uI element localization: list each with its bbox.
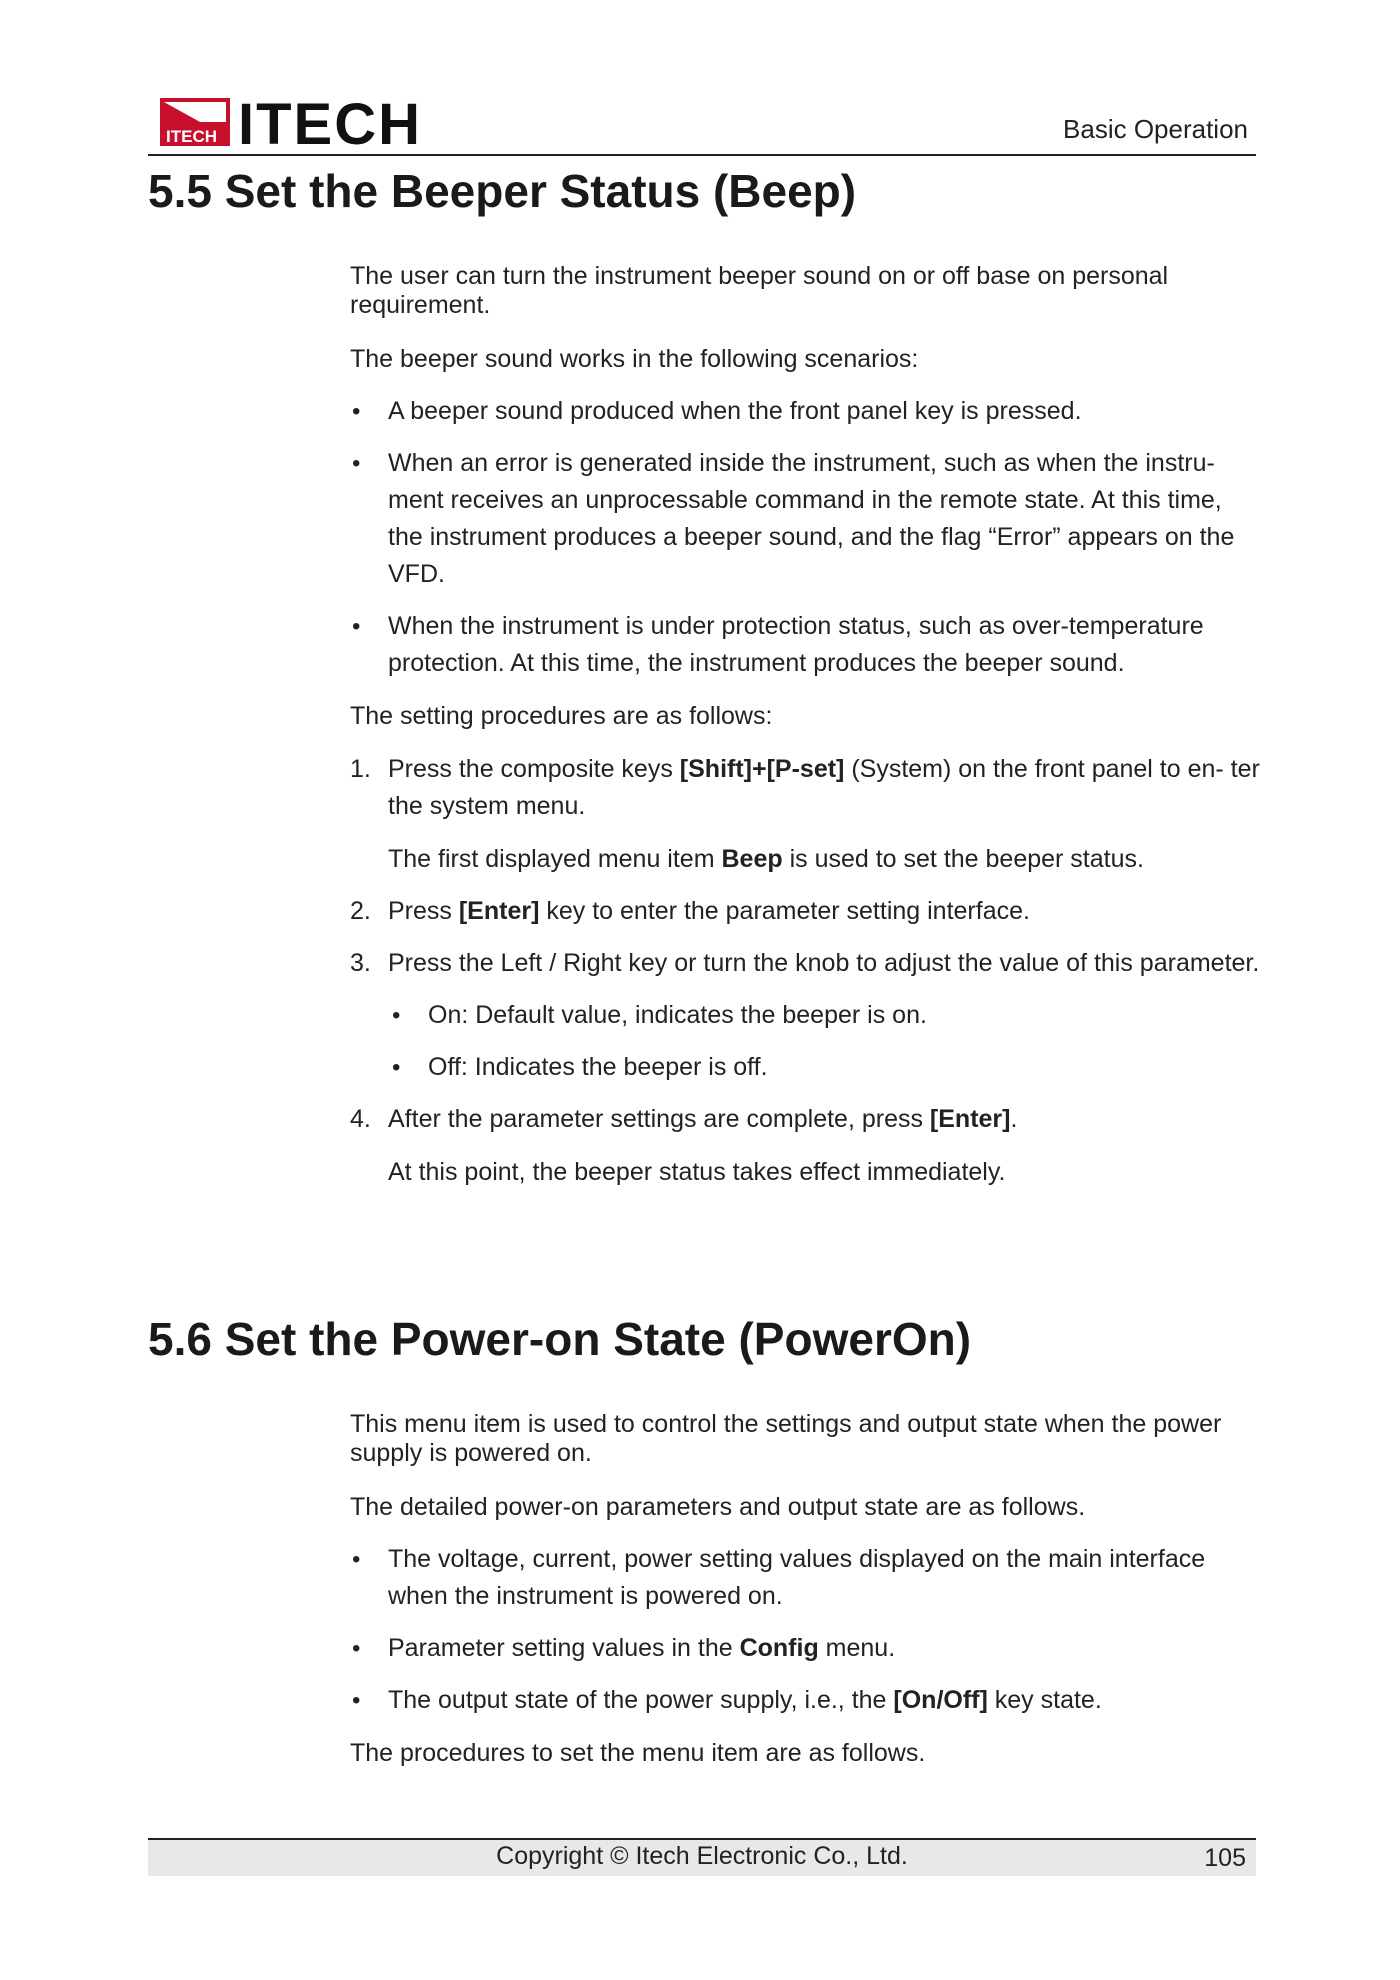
- note-text: is used to set the beeper status.: [782, 845, 1144, 873]
- step-number: 4.: [350, 1105, 371, 1133]
- section-5-6-title: 5.6 Set the Power-on State (PowerOn): [148, 1313, 972, 1365]
- step-text: Press: [388, 897, 459, 925]
- menu-item-name: Beep: [721, 845, 783, 873]
- logo-badge-text: ITECH: [166, 127, 217, 146]
- list-item-text: A beeper sound produced when the front panel key is pressed.: [388, 397, 1082, 425]
- key-name: [On/Off]: [893, 1686, 988, 1714]
- bullet-icon: •: [352, 450, 361, 477]
- step-4: [350, 1101, 1260, 1138]
- step-2: [350, 893, 1260, 930]
- step-number: 1.: [350, 755, 371, 783]
- step-text: key to enter the parameter setting interface.: [539, 897, 1030, 925]
- key-name: [Enter]: [929, 1105, 1011, 1133]
- step-text: Press the Left / Right key or turn the knob to adjust the value of this parameter.: [388, 949, 1260, 977]
- step-text: Press the composite keys: [388, 755, 680, 783]
- list-item-text: The voltage, current, power setting values displayed on the main interface when the instrument is powered on.: [388, 1545, 1206, 1610]
- key-name: [Enter]: [458, 897, 540, 925]
- note-text: The first displayed menu item: [388, 845, 722, 873]
- list-item-text: The output state of the power supply, i.e., the: [388, 1686, 894, 1714]
- bullet-icon: •: [352, 398, 361, 425]
- list-item: [350, 445, 1260, 593]
- logo-wordmark: ITECH: [238, 94, 422, 150]
- list-item-text: key state.: [987, 1686, 1102, 1714]
- section-5-5-title: 5.5 Set the Beeper Status (Beep): [148, 165, 857, 217]
- bullet-icon: •: [352, 613, 361, 640]
- list-item: [350, 1630, 1260, 1667]
- bullet-icon: •: [352, 1635, 361, 1662]
- step-number: 3.: [350, 949, 371, 977]
- bullet-icon: •: [352, 1546, 361, 1573]
- paragraph: The beeper sound works in the following scenarios:: [350, 345, 919, 373]
- paragraph: The user can turn the instrument beeper sound on or off base on personal requirement.: [350, 262, 1169, 319]
- list-item-text: When the instrument is under protection status, such as over-temperature protection. At this time, the instrument produces the beeper sound.: [388, 612, 1204, 677]
- step-4-note: At this point, the beeper status takes effect immediately.: [388, 1158, 1006, 1186]
- footer-copyright: Copyright © Itech Electronic Co., Ltd.: [496, 1842, 908, 1870]
- paragraph: The procedures to set the menu item are as follows.: [350, 1739, 926, 1767]
- step-3: [350, 945, 1260, 982]
- list-item: [350, 393, 1260, 430]
- list-item-text: menu.: [818, 1634, 896, 1662]
- list-item-text: On: Default value, indicates the beeper is on.: [428, 1001, 927, 1029]
- itech-logo: [160, 94, 430, 150]
- key-name: [Shift]+[P-set]: [679, 755, 845, 783]
- paragraph: The detailed power-on parameters and output state are as follows.: [350, 1493, 1086, 1521]
- step-text: .: [1010, 1105, 1018, 1133]
- header-rule: [148, 154, 1256, 156]
- list-item-text: When an error is generated inside the instrument, such as when the instru- ment receives an unprocessable command in the remote state. At this time, the instrument produces a beeper sound, and the flag “Error” appears on the VFD.: [388, 449, 1235, 588]
- section-5-6-body: [350, 1410, 1260, 1772]
- bullet-icon: •: [392, 1002, 401, 1029]
- step-1-note: [350, 841, 1260, 878]
- step-text: After the parameter settings are complete, press: [388, 1105, 930, 1133]
- list-item: [350, 1541, 1260, 1615]
- list-item: [350, 608, 1260, 682]
- bullet-icon: •: [352, 1687, 361, 1714]
- sub-list-item: [350, 1049, 1260, 1086]
- bullet-icon: •: [392, 1054, 401, 1081]
- step-number: 2.: [350, 897, 371, 925]
- list-item-text: Off: Indicates the beeper is off.: [428, 1053, 768, 1081]
- list-item-text: Parameter setting values in the: [388, 1634, 740, 1662]
- sub-list-item: [350, 997, 1260, 1034]
- step-1: [350, 751, 1260, 825]
- page-number: 105: [1204, 1844, 1246, 1872]
- menu-name: Config: [739, 1634, 819, 1662]
- paragraph: The setting procedures are as follows:: [350, 702, 773, 730]
- step-text: (System) on the front panel to en- ter the system menu.: [388, 755, 1260, 820]
- header-section-name: Basic Operation: [1063, 114, 1248, 144]
- list-item: [350, 1682, 1260, 1719]
- paragraph: This menu item is used to control the settings and output state when the power supply is powered on.: [350, 1410, 1222, 1467]
- section-5-5-body: [350, 262, 1260, 1191]
